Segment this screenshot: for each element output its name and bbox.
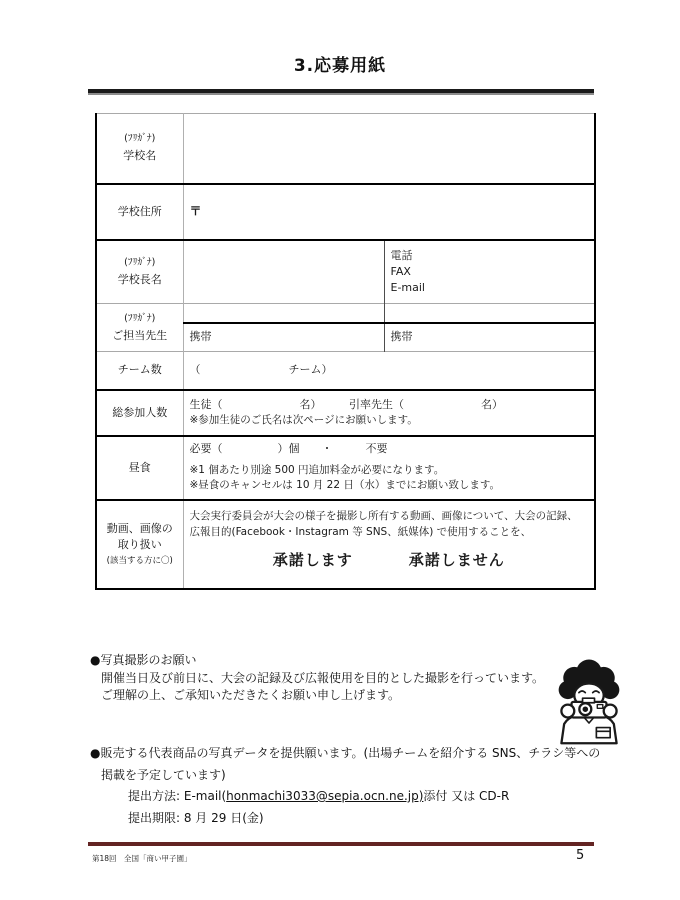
mobile-right-cell: 携帯 bbox=[384, 323, 595, 352]
footer-divider-rule bbox=[88, 842, 594, 846]
row-teacher bbox=[96, 304, 595, 323]
photo-request-line2: ご理解の上、ご承知いただきたくお願い申し上げます。 bbox=[101, 688, 401, 702]
teacher-contact-area bbox=[384, 304, 595, 323]
school-address-label: 学校住所 bbox=[117, 204, 162, 218]
page-title: 3.応募用紙 bbox=[293, 56, 387, 76]
photo-request-line1: 開催当日及び前日に、大会の記録及び広報使用を目的とした撮影を行っています。 bbox=[101, 670, 545, 685]
school-name-input-area bbox=[183, 114, 595, 184]
product-request-line2: 掲載を予定しています) bbox=[101, 767, 226, 782]
teacher-furigana: (ﾌﾘｶﾞﾅ) bbox=[124, 313, 156, 324]
photo-request-heading: ●写真撮影のお願い bbox=[90, 653, 197, 667]
principal-input-area bbox=[183, 240, 384, 304]
title-divider-rule bbox=[88, 89, 594, 95]
product-request-line1: ●販売する代表商品の写真データを提供願います。(出場チームを紹介する SNS、チラシ等への bbox=[90, 746, 601, 760]
row-school-name bbox=[96, 114, 595, 184]
media-label-line1: 動画、画像の bbox=[106, 521, 173, 535]
footer-event-title: 第18回 全国「商い甲子園」 bbox=[92, 854, 192, 863]
submission-email: honmachi3033@sepia.ocn.ne.jp) bbox=[226, 789, 424, 803]
postal-mark: 〒 bbox=[189, 203, 202, 218]
participants-label-cell bbox=[96, 390, 183, 436]
consent-decline-option: 承諾しません bbox=[408, 550, 505, 569]
lunch-label-cell bbox=[96, 436, 183, 500]
consent-options bbox=[190, 550, 589, 572]
row-participants bbox=[96, 390, 595, 436]
media-description: 大会実行委員会が大会の様子を撮影し所有する動画、画像について、大会の記録、広報目的(Facebook・Instagram 等 SNS、紙媒体) で使用することを、 bbox=[189, 509, 578, 538]
consent-accept-option: 承諾します bbox=[272, 550, 353, 569]
media-label-cell bbox=[96, 500, 183, 589]
school-address-label-cell bbox=[96, 184, 183, 240]
principal-label: 学校長名 bbox=[117, 272, 162, 286]
lunch-note-2: ※昼食のキャンセルは 10 月 22 日（水）までにお願い致します。 bbox=[189, 479, 501, 492]
row-principal bbox=[96, 240, 595, 304]
participants-line: 生徒（ 名） 引率先生（ 名） bbox=[189, 397, 503, 411]
camera-person-illustration-icon bbox=[543, 654, 635, 750]
method-prefix: 提出方法: E-mail( bbox=[128, 789, 227, 803]
row-media-consent bbox=[96, 500, 595, 589]
participants-input-area bbox=[183, 390, 595, 436]
school-name-furigana: (ﾌﾘｶﾞﾅ) bbox=[124, 133, 156, 145]
participants-note: ※参加生徒のご氏名は次ページにお願いします。 bbox=[189, 413, 418, 426]
page-number: 5 bbox=[576, 848, 585, 863]
participants-label: 総参加人数 bbox=[112, 405, 168, 419]
teacher-label-cell bbox=[96, 304, 183, 352]
lunch-input-area bbox=[183, 436, 595, 500]
email-label: E-mail bbox=[390, 280, 425, 294]
row-team-count bbox=[96, 352, 595, 390]
submission-deadline-line: 提出期限: 8 月 29 日(金) bbox=[128, 810, 264, 825]
mobile-middle-cell: 携帯 bbox=[183, 323, 384, 352]
phone-label: 電話 bbox=[390, 248, 413, 262]
teacher-input-area bbox=[183, 304, 384, 323]
team-count-label-cell bbox=[96, 352, 183, 390]
principal-contact-cell bbox=[384, 240, 595, 304]
team-count-input-area: （ チーム） bbox=[183, 352, 595, 390]
principal-furigana: (ﾌﾘｶﾞﾅ) bbox=[124, 256, 156, 268]
teacher-label: ご担当先生 bbox=[112, 328, 168, 342]
school-address-input-area bbox=[183, 184, 595, 240]
media-label-line2: 取り扱い bbox=[117, 537, 162, 551]
team-count-label: チーム数 bbox=[117, 363, 162, 377]
product-photo-request-note bbox=[90, 743, 600, 829]
lunch-choice-line: 必要（ ）個 ・ 不要 bbox=[189, 442, 388, 456]
lunch-label: 昼食 bbox=[128, 460, 151, 474]
fax-label: FAX bbox=[390, 264, 411, 278]
media-consent-area bbox=[183, 500, 595, 589]
principal-label-cell bbox=[96, 240, 183, 304]
camera-person-svg bbox=[543, 654, 635, 746]
method-suffix: 添付 又は CD-R bbox=[423, 789, 510, 803]
row-school-address bbox=[96, 184, 595, 240]
school-name-label-cell bbox=[96, 114, 183, 184]
media-label-line3: (該当する方に〇) bbox=[106, 555, 173, 566]
application-form-table bbox=[95, 113, 596, 590]
lunch-note-1: ※1 個あたり別途 500 円追加料金が必要になります。 bbox=[189, 464, 445, 477]
photo-request-note bbox=[90, 652, 544, 705]
school-name-label: 学校名 bbox=[123, 149, 157, 163]
submission-method-line bbox=[90, 786, 600, 808]
row-lunch bbox=[96, 436, 595, 500]
